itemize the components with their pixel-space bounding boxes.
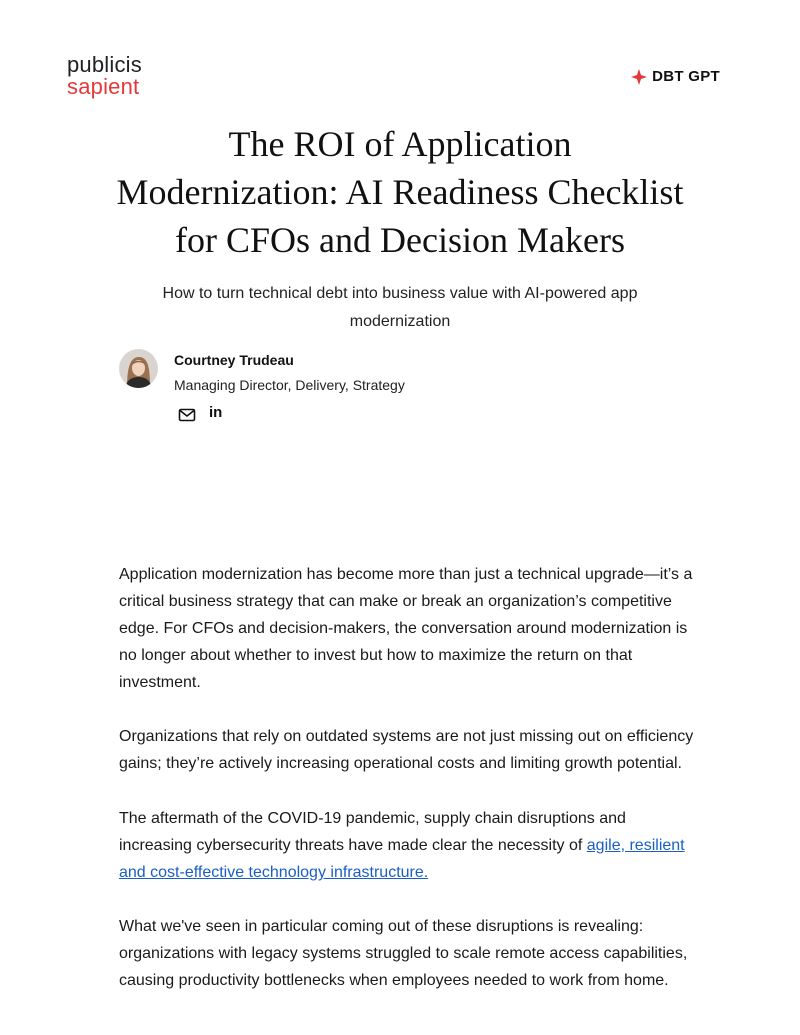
body-line: Application modernization has become more than just a technical upgrade—it’s a [119, 566, 693, 583]
body-line: gains; they’re actively increasing operational costs and limiting growth potential. [119, 755, 682, 772]
body-line: Organizations that rely on outdated systems are not just missing out on efficiency [119, 728, 694, 745]
body-line: critical business strategy that can make or break an organization’s competitive [119, 593, 672, 610]
dbt-gpt-label: DBT GPT [652, 68, 720, 85]
body-line: What we've seen in particular coming out of these disruptions is revealing: [119, 918, 644, 935]
body-paragraph [119, 561, 693, 696]
sparkle-icon [631, 69, 647, 85]
article-subtitle [140, 280, 660, 336]
infrastructure-link-continued[interactable]: and cost-effective technology infrastructure. [119, 864, 429, 881]
body-line: edge. For CFOs and decision-makers, the conversation around modernization is [119, 620, 688, 637]
body-line: investment. [119, 674, 201, 691]
title-line: The ROI of Application [228, 124, 572, 164]
title-line: for CFOs and Decision Makers [175, 220, 625, 260]
body-line: causing productivity bottlenecks when employees needed to work from home. [119, 972, 669, 989]
subtitle-line: modernization [349, 313, 451, 330]
body-line: no longer about whether to invest but how to maximize the return on that [119, 647, 633, 664]
author-avatar[interactable] [119, 349, 158, 388]
body-line: The aftermath of the COVID-19 pandemic, supply chain disruptions and [119, 810, 626, 827]
subtitle-line: How to turn technical debt into business value with AI-powered app [162, 285, 638, 302]
body-paragraph [119, 913, 689, 994]
body-line-text: increasing cybersecurity threats have made clear the necessity of [119, 837, 587, 854]
mail-icon[interactable] [178, 407, 196, 423]
author-name[interactable]: Courtney Trudeau [174, 352, 294, 368]
title-line: Modernization: AI Readiness Checklist [116, 172, 684, 212]
body-paragraph [119, 805, 689, 886]
publicis-sapient-logo[interactable] [67, 54, 142, 98]
linkedin-icon[interactable]: in [209, 404, 223, 421]
logo-line-sapient: sapient [67, 74, 140, 99]
dbt-gpt-badge[interactable] [631, 68, 720, 85]
infrastructure-link[interactable]: agile, resilient [586, 837, 685, 854]
body-line: organizations with legacy systems struggled to scale remote access capabilities, [119, 945, 688, 962]
author-role: Managing Director, Delivery, Strategy [174, 377, 405, 393]
body-line [119, 859, 689, 886]
article-title [100, 120, 700, 264]
logo-line-publicis: publicis [67, 52, 142, 77]
body-line [119, 832, 689, 859]
body-paragraph [119, 723, 694, 777]
